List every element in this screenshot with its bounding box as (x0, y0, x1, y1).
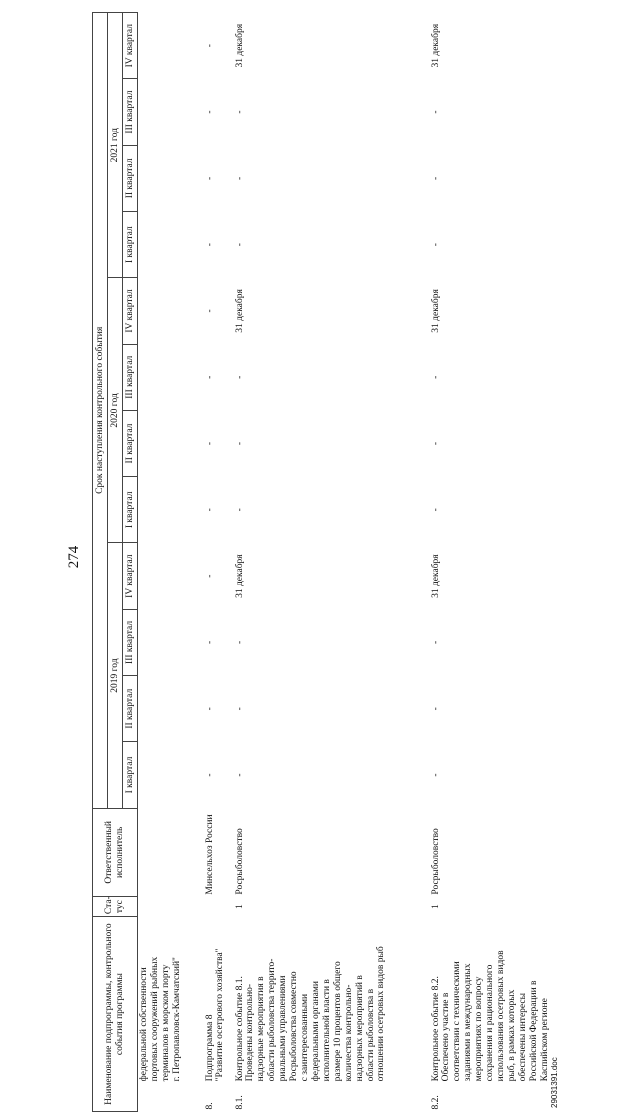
header-year-2021: 2021 год (108, 13, 123, 278)
row-number (138, 1085, 204, 1111)
header-quarter: I квартал (123, 212, 138, 278)
deadline-cell: - (430, 441, 441, 446)
row-name-line: с заинтересованными (300, 993, 311, 1082)
table-row (430, 13, 586, 1112)
deadline-cell: - (430, 773, 441, 777)
deadline-cell (138, 410, 204, 476)
deadline-cell: 31 декабря (430, 289, 441, 333)
deadline-cell: - (430, 508, 441, 512)
deadline-cell: - (234, 640, 245, 645)
table-row (204, 13, 234, 1112)
row-name (204, 917, 234, 1086)
deadline-cell: - (430, 375, 441, 379)
schedule-table (92, 12, 586, 1112)
header-quarter: III квартал (123, 344, 138, 410)
deadline-cell: - (234, 176, 245, 180)
deadline-cell: - (204, 176, 215, 180)
deadline-cell (138, 278, 204, 344)
deadline-cell: - (204, 243, 215, 247)
deadline-cell (138, 676, 204, 742)
deadline-cell: - (234, 773, 245, 777)
table-row (234, 13, 430, 1112)
row-name-line: мероприятиях по вопросу (474, 976, 485, 1082)
row-status (204, 897, 234, 917)
row-name-line: соответствии с техническими (452, 961, 463, 1082)
header-status: Ста-тус (93, 897, 138, 917)
row-name (234, 917, 430, 1086)
row-name-line: г. Петропавловск-Камчатский" (171, 957, 182, 1082)
deadline-cell: - (204, 508, 215, 512)
row-number: 8. (204, 1102, 215, 1110)
deadline-cell (138, 79, 204, 145)
deadline-cell (138, 609, 204, 675)
header-quarter: I квартал (123, 477, 138, 543)
row-executor: Росрыболовство (430, 828, 441, 895)
row-name-line: портовых сооружений рыбных (149, 956, 160, 1082)
file-name: 29031391.doc (550, 1057, 559, 1108)
deadline-cell (138, 145, 204, 211)
row-status: 1 (430, 904, 441, 909)
row-name-line: рыб, в рамках которых (506, 989, 517, 1082)
deadline-cell: - (204, 44, 215, 48)
row-name-line: обеспечены интересы (517, 993, 528, 1082)
row-name-line: федеральными органами (310, 981, 321, 1082)
deadline-cell: - (430, 110, 441, 114)
row-name-line: надзорные мероприятия в (256, 976, 267, 1082)
deadline-cell: - (234, 441, 245, 446)
deadline-cell (138, 742, 204, 808)
rotated-page (62, 12, 568, 1112)
row-executor (138, 808, 204, 896)
deadline-cell: - (204, 640, 215, 645)
row-name-line: области рыболовства террито- (267, 958, 278, 1082)
row-name-line: Каспийском регионе (539, 998, 550, 1082)
row-name (430, 917, 586, 1086)
deadline-cell: - (204, 309, 215, 313)
deadline-cell (138, 344, 204, 410)
row-name-line: надзорных мероприятий в (354, 975, 365, 1082)
row-name-line: области рыболовства в (365, 988, 376, 1082)
row-name-line: размере 10 процентов общего (332, 961, 343, 1082)
row-executor: Росрыболовство (234, 828, 245, 895)
row-name-line: исполнительной власти в (321, 979, 332, 1082)
header-quarter: III квартал (123, 609, 138, 675)
row-name-line: количества контрольно- (343, 984, 354, 1082)
row-name-line: использования осетровых видов (496, 950, 507, 1082)
deadline-cell: 31 декабря (430, 554, 441, 598)
header-quarter: II квартал (123, 676, 138, 742)
row-name-line: Контрольное событие 8.2. (430, 976, 441, 1082)
deadline-cell (138, 212, 204, 278)
header-quarter: III квартал (123, 79, 138, 145)
deadline-cell: - (430, 640, 441, 645)
row-name-line: сохранения и рационального (485, 964, 496, 1082)
deadline-cell (138, 477, 204, 543)
deadline-cell: - (430, 707, 441, 711)
row-status: 1 (234, 904, 245, 909)
row-name-line: терминалов в морском порту (160, 964, 171, 1082)
table-body (138, 13, 586, 1112)
deadline-cell (138, 13, 204, 79)
row-name-line: отношении осетровых видов рыб (376, 946, 387, 1082)
row-name-line: Росрыболовства совместно (289, 971, 300, 1082)
deadline-cell: 31 декабря (430, 23, 441, 68)
deadline-cell: - (204, 574, 215, 578)
row-name-line: заданиями в международных (463, 963, 474, 1082)
row-number: 8.2. (430, 1095, 441, 1110)
deadline-cell: 31 декабря (234, 23, 245, 68)
header-quarter: IV квартал (123, 278, 138, 344)
deadline-cell: - (204, 441, 215, 446)
deadline-cell: - (204, 773, 215, 777)
row-executor: Минсельхоз России (204, 814, 215, 895)
header-year-2020: 2020 год (108, 278, 123, 543)
deadline-cell: - (234, 243, 245, 247)
deadline-cell: - (234, 375, 245, 379)
row-name-line: риальными управлениями (278, 975, 289, 1082)
deadline-cell: - (204, 110, 215, 114)
row-name (138, 917, 204, 1086)
header-quarter: II квартал (123, 410, 138, 476)
deadline-cell: 31 декабря (234, 554, 245, 598)
header-year-2019: 2019 год (108, 543, 123, 808)
deadline-cell: - (234, 707, 245, 711)
row-number: 8.1. (234, 1095, 245, 1110)
header-quarter: II квартал (123, 145, 138, 211)
table-row (138, 13, 204, 1112)
deadline-cell: 31 декабря (234, 289, 245, 333)
deadline-cell: - (234, 110, 245, 114)
header-deadline: Срок наступления контрольного события (93, 13, 108, 809)
header-quarter: IV квартал (123, 13, 138, 79)
header-quarter: I квартал (123, 742, 138, 808)
deadline-cell: - (204, 375, 215, 379)
deadline-cell (138, 543, 204, 609)
deadline-cell: - (430, 243, 441, 247)
deadline-cell: - (234, 508, 245, 512)
row-name-line: "Развитие осетрового хозяйства" (215, 948, 226, 1082)
header-quarter: IV квартал (123, 543, 138, 609)
page-number: 274 (66, 545, 82, 569)
row-status (138, 897, 204, 917)
row-name-line: Российской Федерации в (528, 980, 539, 1082)
header-executor: Ответственный исполнитель (93, 808, 138, 896)
row-name-line: Проведены контрольно- (245, 983, 256, 1082)
row-name-line: Подпрограмма 8 (204, 1014, 215, 1082)
row-name-line: федеральной собственности (139, 967, 149, 1082)
row-name-line: Контрольное событие 8.1. (234, 976, 245, 1082)
deadline-cell: - (430, 176, 441, 180)
row-name-line: Обеспечено участие в (441, 992, 452, 1082)
header-name: Наименование подпрограммы, контрольного события программы (93, 917, 138, 1112)
deadline-cell: - (204, 707, 215, 711)
